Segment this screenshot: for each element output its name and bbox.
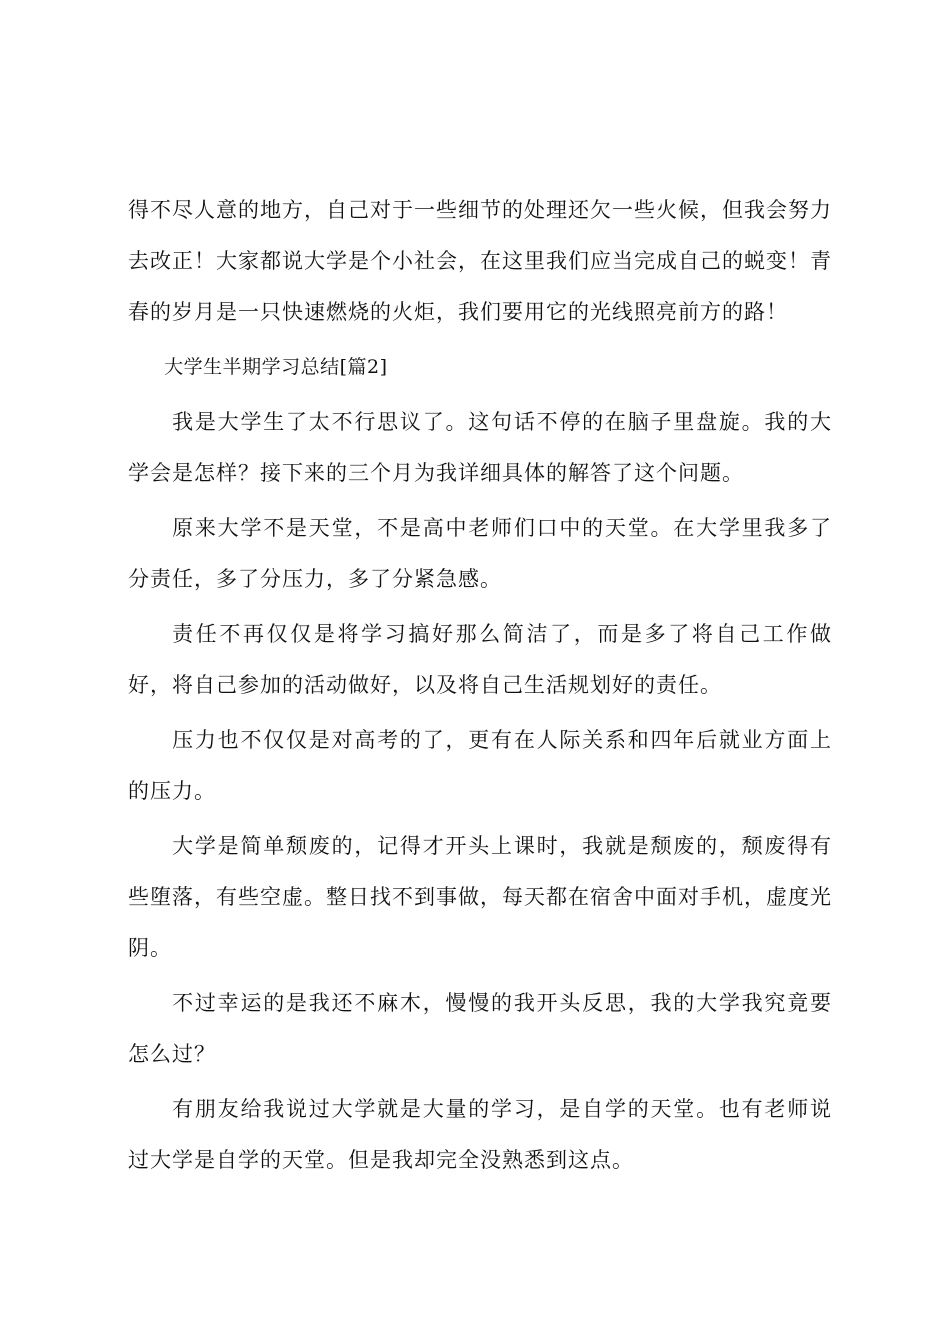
paragraph-continuation: 得不尽人意的地方，自己对于一些细节的处理还欠一些火候，但我会努力去改正！大家都说大学是个小社会，在这里我们应当完成自己的蜕变！青春的岁月是一只快速燃烧的火炬，我们要用它的光线照亮前方的路！ (128, 198, 832, 324)
paragraph: 原来大学不是天堂，不是高中老师们口中的天堂。在大学里我多了分责任，多了分压力，多了分紧急感。 (128, 516, 832, 591)
section-heading: 大学生半期学习总结[篇2] (164, 356, 388, 378)
paragraph: 大学是简单颓废的，记得才开头上课时，我就是颓废的，颓废得有些堕落，有些空虚。整日找不到事做，每天都在宿舍中面对手机，虚度光阴。 (128, 834, 832, 960)
paragraph: 我是大学生了太不行思议了。这句话不停的在脑子里盘旋。我的大学会是怎样？接下来的三个月为我详细具体的解答了这个问题。 (128, 410, 832, 485)
paragraph: 有朋友给我说过大学就是大量的学习，是自学的天堂。也有老师说过大学是自学的天堂。但是我却完全没熟悉到这点。 (128, 1097, 832, 1172)
paragraph: 责任不再仅仅是将学习搞好那么简洁了，而是多了将自己工作做好，将自己参加的活动做好，以及将自己生活规划好的责任。 (128, 622, 832, 697)
paragraph: 压力也不仅仅是对高考的了，更有在人际关系和四年后就业方面上的压力。 (128, 728, 832, 803)
document-body (128, 185, 832, 1190)
paragraph: 不过幸运的是我还不麻木，慢慢的我开头反思，我的大学我究竟要怎么过？ (128, 991, 832, 1066)
